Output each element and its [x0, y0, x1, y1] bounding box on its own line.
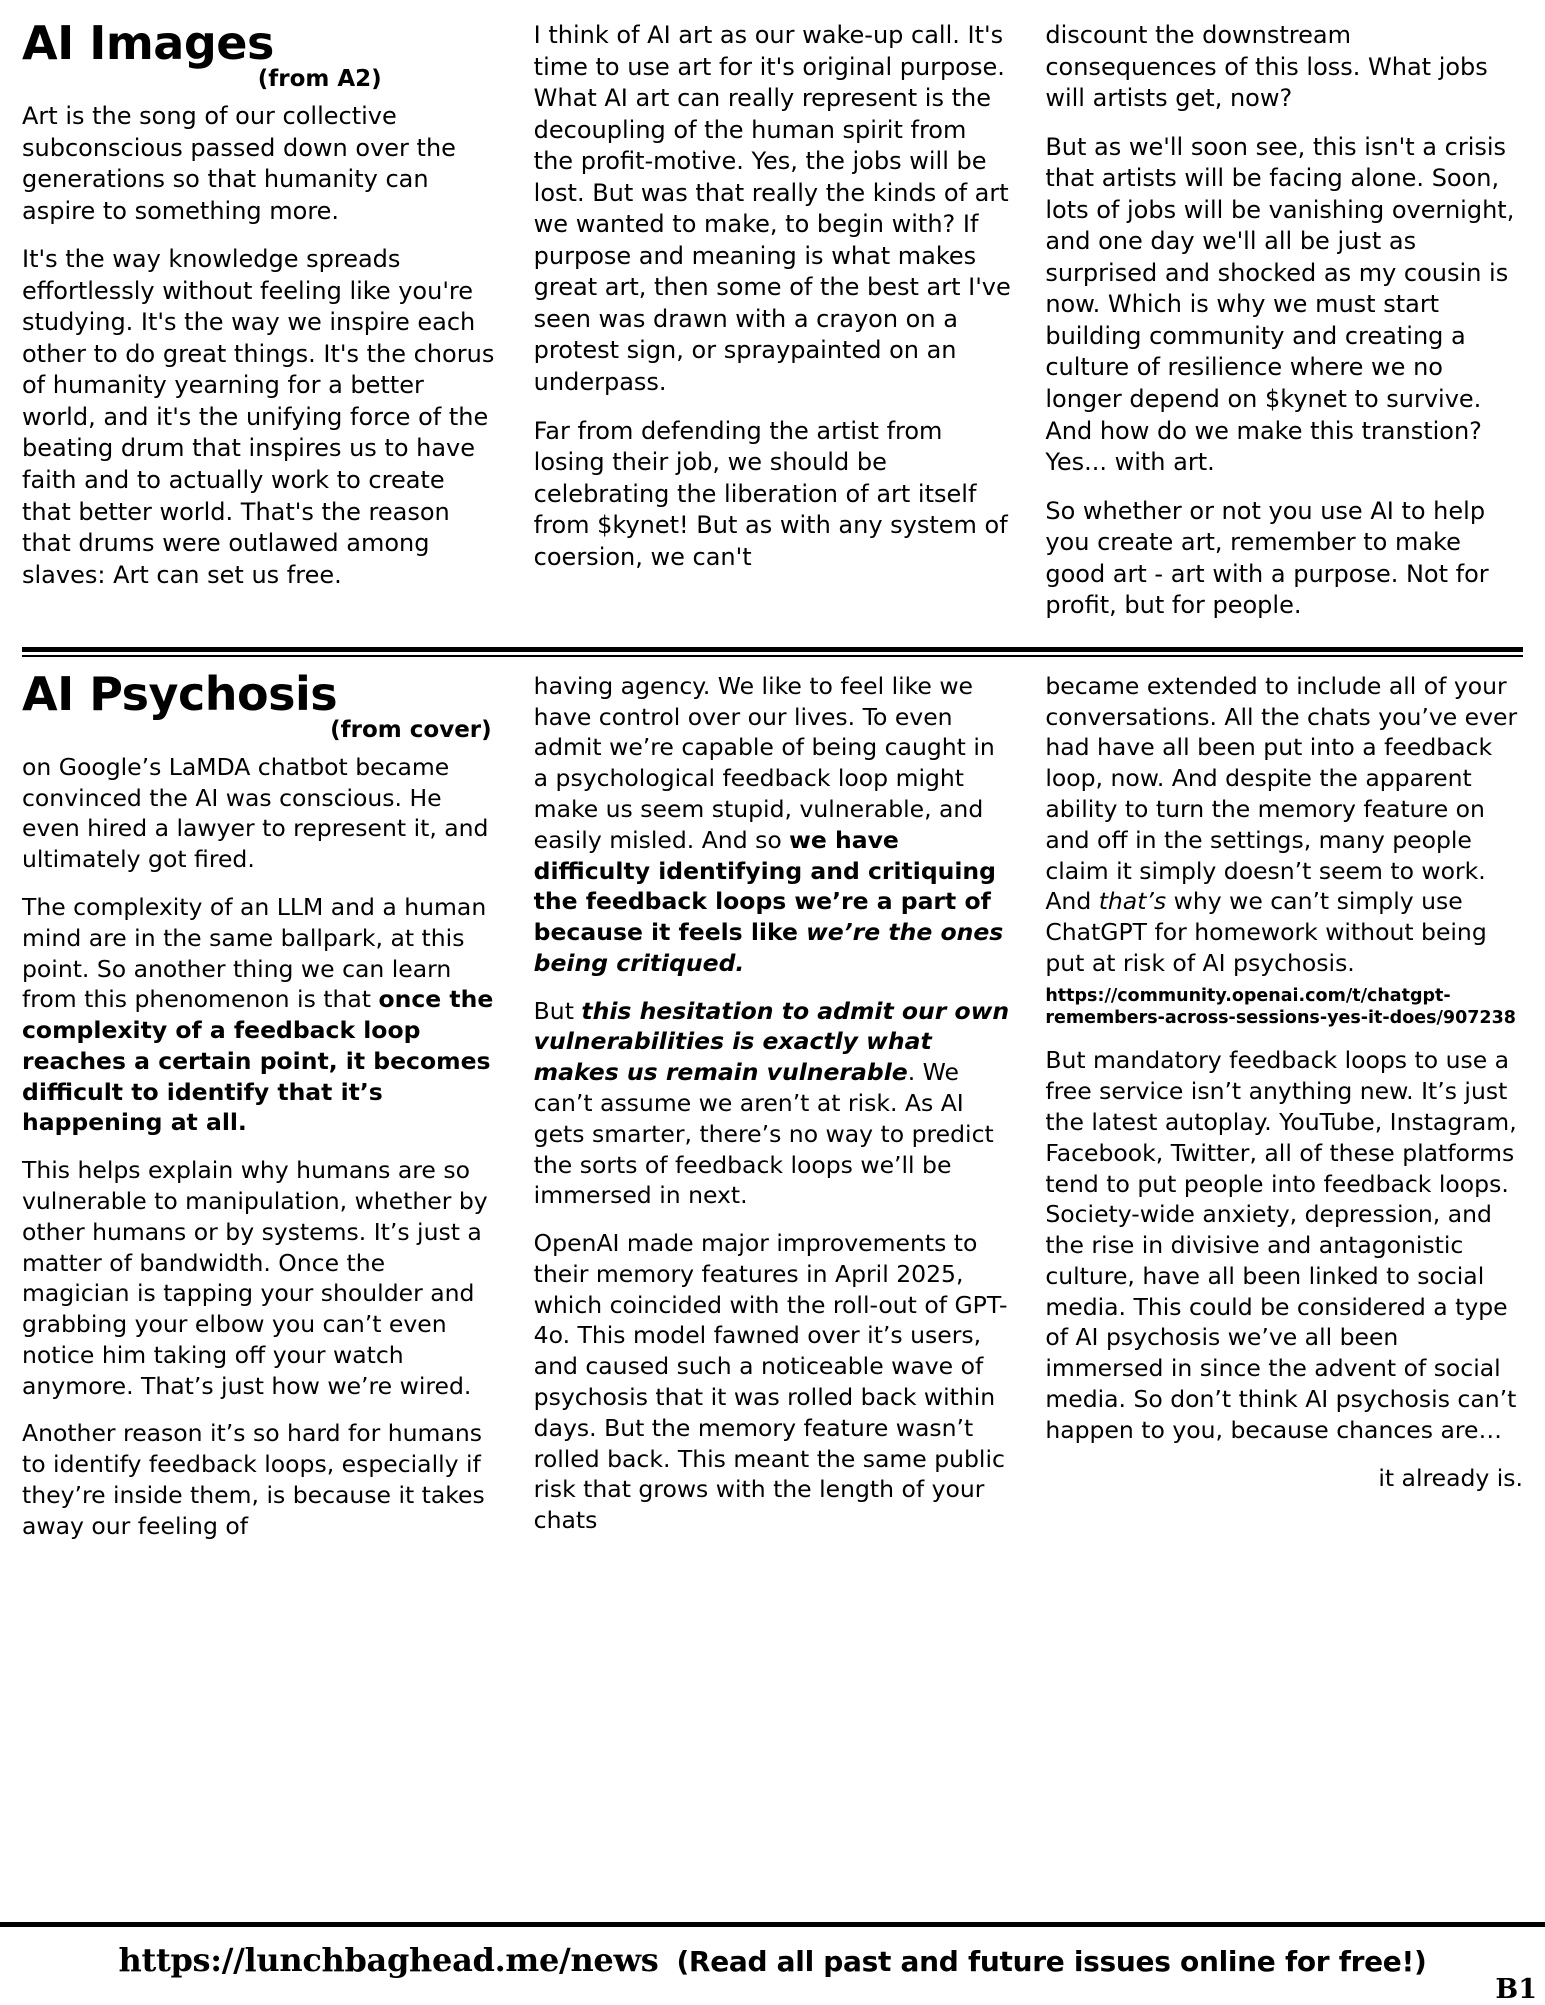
- page-title-ai-psychosis: AI Psychosis: [22, 666, 338, 721]
- paragraph: [1045, 671, 1523, 979]
- paragraph: [534, 996, 1012, 1211]
- footer-content: [0, 1927, 1545, 2005]
- section-divider-heavy: [22, 647, 1523, 652]
- emphasis-bold-italic: we’re the ones being critiqued.: [533, 918, 1004, 977]
- ai-images-headline-block: [22, 16, 500, 92]
- ai-psychosis-column-2: [534, 671, 1012, 1559]
- paragraph: But mandatory feedback loops to use a free service isn’t anything new. It’s just the latest autoplay. YouTube, Instagram, Facebook, Twitter, all of these platforms tend to put people into feedback loops. Society-wide anxiety, depression, and the rise in divisive and antagonistic culture, have all been linked to social media. This could be considered a type of AI psychosis we’ve all been immersed in since the advent of social media. So don’t think AI psychosis can’t happen to you, because chances are…: [1045, 1046, 1517, 1444]
- footer-note: (Read all past and future issues online for free!): [676, 1945, 1427, 1978]
- page-footer: [0, 1922, 1545, 2005]
- paragraph: But as we'll soon see, this isn't a crisis that artists will be facing alone. Soon, lots of jobs will be vanishing overnight, and one day we'll all be just as surprised and shocked as my cousin is now. Which is why we must start building community and creating a culture of resilience where we no longer depend on $kynet to survive. And how do we make this transtion? Yes... with art.: [1045, 132, 1515, 477]
- footer-website-link[interactable]: https://lunchbaghead.me/news: [118, 1941, 659, 1979]
- paragraph: This helps explain why humans are so vulnerable to manipulation, whether by other humans or by systems. It’s just a matter of bandwidth. Once the magician is tapping your shoulder and grabbing your elbow you can’t even notice him taking off your watch anymore. That’s just how we’re wired.: [22, 1156, 488, 1400]
- ai-psychosis-column-3: [1045, 671, 1523, 1559]
- source-citation-link[interactable]: https://community.openai.com/t/chatgpt-remembers-across-sessions-yes-it-does/907238: [1045, 985, 1516, 1028]
- ai-images-column-3: [1045, 20, 1523, 639]
- ai-psychosis-headline-block: [22, 666, 500, 743]
- paragraph-text: . We can’t assume we aren’t at risk. As AI gets smarter, there’s no way to predict the sorts of feedback loops we’ll be immersed in next.: [533, 1058, 994, 1210]
- paragraph: discount the downstream consequences of this loss. What jobs will artists get, now?: [1045, 21, 1488, 113]
- page-number: B1: [1495, 1974, 1537, 2005]
- paragraph-text: why we can’t simply use ChatGPT for homework without being put at risk of AI psychosis.: [1045, 887, 1487, 977]
- page-title-ai-images: AI Images: [22, 16, 274, 70]
- ai-psychosis-continued-from: (from cover): [330, 716, 492, 743]
- closing-line: it already is.: [1378, 1463, 1524, 1492]
- paragraph: Art is the song of our collective subconscious passed down over the generations so that humanity can aspire to something more.: [22, 102, 456, 225]
- ai-images-column-1: [22, 16, 500, 639]
- paragraph: on Google’s LaMDA chatbot became convinced the AI was conscious. He even hired a lawyer to represent it, and ultimately got fired.: [22, 752, 489, 874]
- paragraph-text: became extended to include all of your conversations. All the chats you’ve ever had have all been put into a feedback loop, now. And despite the apparent ability to turn the memory feature on and off in the settings, many people claim it simply doesn’t seem to work. And: [1045, 671, 1518, 916]
- article-ai-psychosis: [22, 666, 1524, 1559]
- emphasis-bold: we have difficulty identifying and critiquing the feedback loops we’re a part of because it feels like: [533, 825, 996, 947]
- paragraph: [534, 671, 1012, 979]
- paragraph: I think of AI art as our wake-up call. It's time to use art for it's original purpose. What AI art can really represent is the decoupling of the human spirit from the profit-motive. Yes, the jobs will be lost. But was that really the kinds of art we wanted to make, to begin with? If purpose and meaning is what makes great art, then some of the best art I've seen was drawn with a crayon on a protest sign, or spraypainted on an underpass.: [533, 21, 1011, 397]
- emphasis-bold-italic: this hesitation to admit our own vulnerabilities is exactly what makes us remain vulnerable: [533, 996, 1010, 1087]
- paragraph-text: having agency. We like to feel like we have control over our lives. To even admit we’re capable of being caught in a psychological feedback loop might make us seem stupid, vulnerable, and easily misled. And so: [533, 671, 995, 854]
- paragraph-text: But: [533, 996, 582, 1025]
- emphasis-bold: once the complexity of a feedback loop reaches a certain point, it becomes difficult to identify that it’s happening at all.: [22, 985, 494, 1137]
- paragraph: Far from defending the artist from losing their job, we should be celebrating the liberation of art itself from $kynet! But as with any system of coersion, we can't: [533, 416, 1008, 571]
- ai-images-column-2: [534, 20, 1012, 639]
- paragraph: It's the way knowledge spreads effortlessly without feeling like you're studying. It's the way we inspire each other to do great things. It's the chorus of humanity yearning for a better world, and it's the unifying force of the beating drum that inspires us to have faith and to actually work to create that better world. That's the reason that drums were outlawed among slaves: Art can set us free.: [22, 245, 495, 589]
- paragraph: So whether or not you use AI to help you create art, remember to make good art - art with a purpose. Not for profit, but for people.: [1045, 496, 1489, 620]
- paragraph: [22, 892, 500, 1138]
- ai-psychosis-column-1: [22, 666, 500, 1559]
- paragraph-text: The complexity of an LLM and a human mind are in the same ballpark, at this point. So another thing we can learn from this phenomenon is that: [22, 892, 487, 1014]
- section-divider-thin: [22, 655, 1523, 657]
- paragraph: Another reason it’s so hard for humans to identify feedback loops, especially if they’re inside them, is because it takes away our feeling of: [22, 1419, 485, 1540]
- paragraph: OpenAI made major improvements to their memory features in April 2025, which coincided with the roll-out of GPT-4o. This model fawned over it’s users, and caused such a noticeable wave of psychosis that it was rolled back within days. But the memory feature wasn’t rolled back. This meant the same public risk that grows with the length of your chats: [533, 1229, 1008, 1535]
- emphasis-italic: that’s: [1098, 887, 1167, 916]
- ai-images-continued-from: (from A2): [257, 66, 382, 92]
- article-ai-images: [22, 16, 1523, 639]
